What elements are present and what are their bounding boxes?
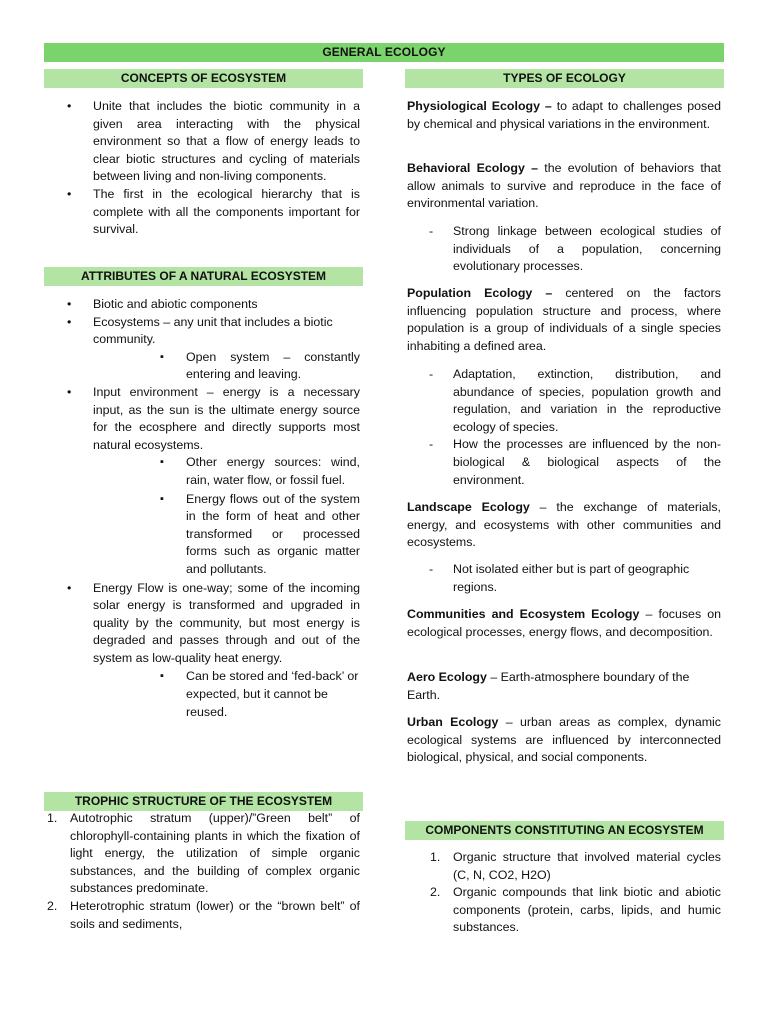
urban-ecology [407, 714, 721, 767]
population-sub-list [407, 366, 721, 489]
list-item: • Ecosystems – any unit that includes a biotic community. [45, 314, 360, 349]
item-text: Heterotrophic stratum (lower) or the “brown belt” of soils and sediments, [70, 898, 360, 931]
types-heading: TYPES OF ECOLOGY [405, 69, 724, 88]
definition: – Earth-atmosphere boundary of the Earth. [407, 670, 690, 702]
sub-list-item: - How the processes are influenced by the non-biological & biological aspects of the environment. [453, 436, 721, 489]
definition: – urban areas as complex, dynamic ecological systems are influenced by interconnected biological, physical, and social components. [407, 715, 721, 765]
behavioral-ecology [407, 160, 721, 213]
item-number: 2. [47, 898, 58, 913]
list-item: • Biotic and abiotic components [45, 296, 360, 314]
term: Urban Ecology [407, 715, 499, 729]
item-number: 1. [47, 811, 58, 825]
sub-list-item: - Strong linkage between ecological studies of individuals of a population, concerning evolutionary processes. [453, 223, 721, 276]
aero-ecology [407, 669, 721, 704]
sub-list-item: - Adaptation, extinction, distribution, and abundance of species, population growth and regulation, and variation in the reproductive ecology of species. [453, 366, 721, 436]
attributes-list [45, 296, 360, 721]
sub-list-item: ▪ Can be stored and ‘fed-back’ or expected, but it cannot be reused. [186, 668, 360, 721]
list-item [45, 898, 360, 933]
sub-list-item: ▪ Other energy sources: wind, rain, water flow, or fossil fuel. [186, 454, 360, 489]
behavioral-sub-list [407, 223, 721, 276]
sub-list-item: - Not isolated either but is part of geographic regions. [453, 561, 721, 596]
definition: to adapt to challenges posed by chemical and physical variations in the environment. [407, 99, 721, 131]
item-number: 2. [430, 885, 441, 900]
definition: – the exchange of materials, energy, and ecosystems with other communities and ecosystems. [407, 500, 721, 550]
term: Communities and Ecosystem Ecology [407, 607, 640, 621]
landscape-ecology [407, 499, 721, 552]
definition: centered on the factors influencing population structure and process, where population is a group of individuals of a single species inhabiting a defined area. [407, 286, 721, 353]
trophic-list [45, 810, 360, 933]
term: Population Ecology – [407, 286, 553, 300]
item-text: Autotrophic stratum (upper)/”Green belt” of chlorophyll-containing plants in which the fixation of light energy, the utilization of simple organic substances, and the building of complex organic substances predominate. [70, 811, 360, 896]
term: Landscape Ecology [407, 500, 530, 514]
list-item [45, 810, 360, 898]
item-number: 1. [430, 850, 441, 864]
list-item: • Input environment – energy is a necessary input, as the sun is the ultimate energy source for the ecosphere and directly supports most natural ecosystems. [45, 384, 360, 454]
sub-list-item: ▪ Energy flows out of the system in the form of heat and other transformed or processed forms such as organic matter and pollutants. [186, 491, 360, 579]
components-list [407, 849, 721, 937]
list-item [430, 849, 721, 884]
concepts-list [45, 98, 360, 239]
sub-list-item: ▪ Open system – constantly entering and leaving. [186, 349, 360, 384]
term: Aero Ecology [407, 670, 487, 684]
list-item [430, 884, 721, 937]
landscape-sub-list [407, 561, 721, 596]
communities-ecology [407, 606, 721, 641]
definition: – focuses on ecological processes, energy flows, and decomposition. [407, 607, 722, 639]
attributes-heading: ATTRIBUTES OF A NATURAL ECOSYSTEM [44, 267, 363, 286]
list-item: • Energy Flow is one-way; some of the incoming solar energy is transformed and upgraded in quality by the community, but most energy is degraded and passes through and out of the system as low-quality heat energy. [45, 580, 360, 668]
physiological-ecology [407, 98, 721, 133]
item-text: Organic compounds that link biotic and abiotic components (protein, carbs, lipids, and humic substances. [453, 885, 721, 935]
trophic-heading: TROPHIC STRUCTURE OF THE ECOSYSTEM [44, 792, 363, 811]
item-text: Organic structure that involved material cycles (C, N, CO2, H2O) [453, 850, 721, 882]
definition: the evolution of behaviors that allow animals to survive and reproduce in the face of environmental variation. [407, 161, 721, 211]
concepts-heading: CONCEPTS OF ECOSYSTEM [44, 69, 363, 88]
list-item: • The first in the ecological hierarchy that is complete with all the components important for survival. [45, 186, 360, 239]
population-ecology [407, 285, 721, 355]
list-item: • Unite that includes the biotic community in a given area interacting with the physical environment so that a flow of energy leads to clear biotic structures and cycling of materials between living and non-living components. [45, 98, 360, 186]
page-title: GENERAL ECOLOGY [44, 43, 724, 62]
term: Physiological Ecology – [407, 99, 552, 113]
term: Behavioral Ecology – [407, 161, 539, 175]
components-heading: COMPONENTS CONSTITUTING AN ECOSYSTEM [405, 821, 724, 840]
